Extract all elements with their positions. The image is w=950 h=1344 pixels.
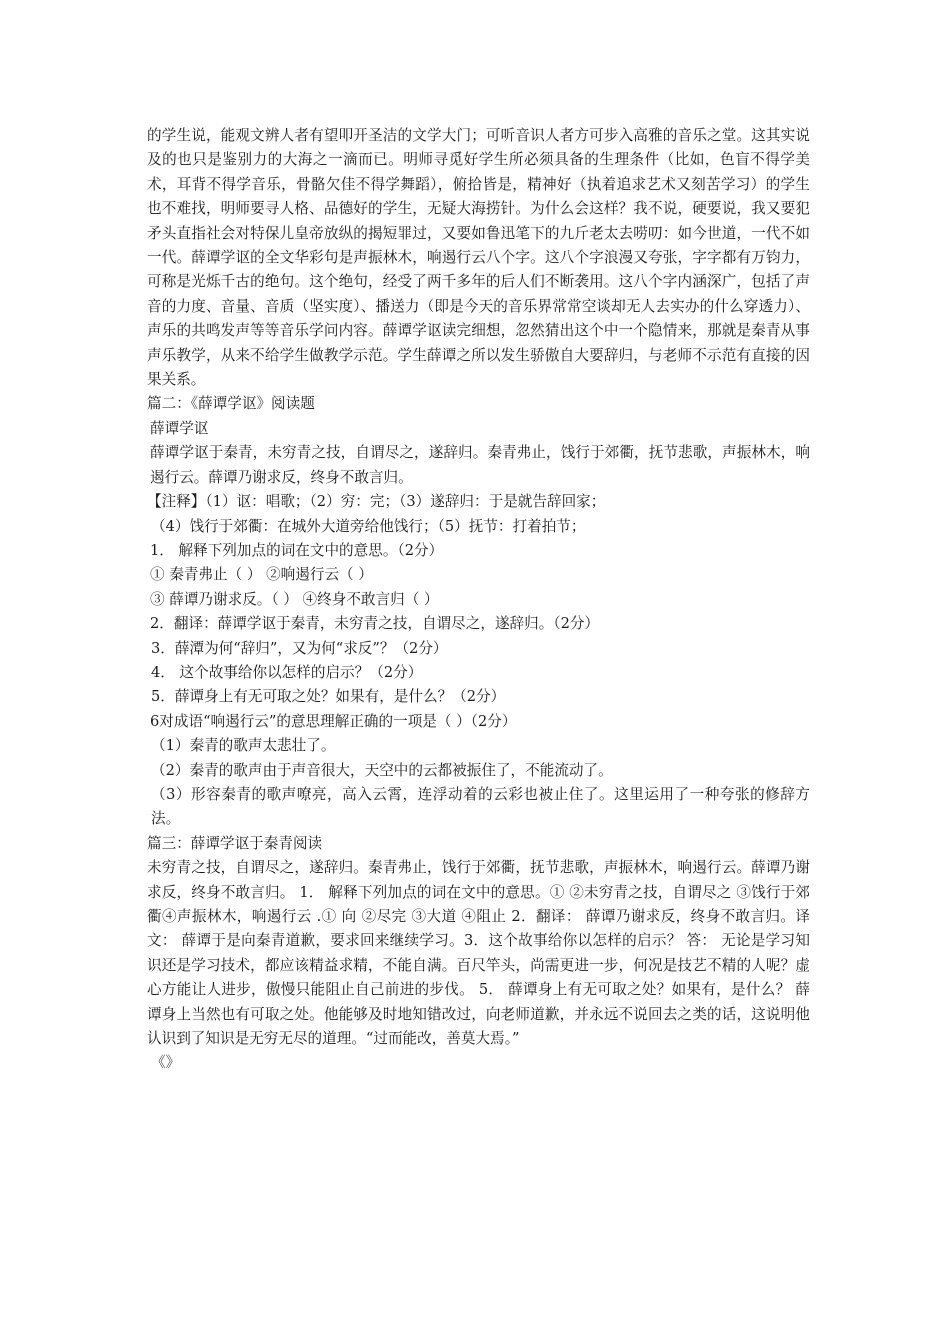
question-6: 6对成语“响遏行云”的意思理解正确的一项是（ ）（2分） bbox=[150, 712, 517, 730]
question-6-option-1: （1）秦青的歌声太悲壮了。 bbox=[151, 737, 336, 755]
question-1: 1． 解释下列加点的词在文中的意思。（2分） bbox=[150, 541, 444, 559]
intro-paragraph: 的学生说，能观文辨人者有望叩开圣洁的文学大门；可听音识人者方可步入高雅的音乐之堂。这其实说及的也只是鉴别力的大海之一滴而已。明师寻觅好学生所必须具备的生理条件（比如，色盲不得学美术，耳背不得学音乐，骨骼欠佳不得学舞蹈），俯拾皆是，精神好（执着追求艺术又刻苦学习）的学生也不难找，明师要寻人格、品德好的学生，无疑大海捞针。为什么会这样？我不说，硬要说，我又要犯矛头直指社会对特保儿皇帝放纵的揭短罪过，又要如鲁迅笔下的九斤老太去唠叨：如今世道，一代不如一代。薛谭学讴的全文华彩句是声振林木，响遏行云八个字。这八个字浪漫又夸张，字字都有万钧力，可称是光烁千古的绝句。这个绝句，经受了两千多年的后人们不断袭用。这八个字内涵深广，包括了声音的力度、音量、音质（坚实度）、播送力（即是今天的音乐界常常空谈却无人去实办的什么穿透力）、声乐的共鸣发声等等音乐学问内容。薛谭学讴读完细想，忽然猜出这个中一个隐情来，那就是秦青从事声乐教学，从来不给学生做教学示范。学生薛谭之所以发生骄傲自大要辞归，与老师不示范有直接的因果关系。 bbox=[147, 127, 810, 389]
document-body bbox=[147, 124, 810, 1076]
question-4: 4． 这个故事给你以怎样的启示？（2分） bbox=[151, 663, 423, 681]
trailing-mark: 《》 bbox=[151, 1054, 181, 1072]
question-1-items-b: ③ 薛谭乃谢求反。（ ） ④终身不敢言归（ ） bbox=[150, 590, 439, 608]
story-title: 薛谭学讴 bbox=[150, 419, 209, 437]
notes-line-2: （4）饯行于郊衢：在城外大道旁给他饯行；（5）抚节：打着拍节； bbox=[151, 517, 586, 535]
question-1-items-a: ① 秦青弗止（ ） ②响遏行云（ ） bbox=[150, 566, 373, 584]
story-text: 薛谭学讴于秦青，未穷青之技，自谓尽之，遂辞归。秦青弗止，饯行于郊衢，抚节悲歌，声振林木，响遏行云。薛谭乃谢求反，终身不敢言归。 bbox=[150, 444, 810, 486]
question-2: 2．翻译：薛谭学讴于秦青，未穷青之技，自谓尽之，遂辞归。（2分） bbox=[150, 615, 600, 633]
question-3: 3．薛潭为何“辞归”，又为何“求反”？（2分） bbox=[151, 639, 448, 657]
question-5: 5．薛谭身上有无可取之处？如果有，是什么？（2分） bbox=[151, 688, 506, 706]
section2-heading: 篇二：《薛谭学讴》阅读题 bbox=[147, 395, 315, 413]
question-6-option-3: （3）形容秦青的歌声嘹亮，高入云霄，连浮动着的云彩也被止住了。这里运用了一种夸张的修辞方法。 bbox=[151, 785, 810, 828]
section3-text: 未穷青之技，自谓尽之，遂辞归。秦青弗止，饯行于郊衢，抚节悲歌，声振林木，响遏行云。薛谭乃谢求反，终身不敢言归。 1． 解释下列加点的词在文中的意思。① ②未穷青之技，自谓尽之 ③饯行于郊衢④声振林木，响遏行云 .① 向 ②尽完 ③大道 ④阻止 2．翻译： 薛谭乃谢求反，终身不敢言归。译文： 薛谭于是向秦青道歉，要求回来继续学习。3．这个故事给你以怎样的启示？ 答： 无论是学习知识还是学习技术，都应该精益求精，不能自满。百尺竿头，尚需更进一步，何况是技艺不精的人呢？虚心方能让人进步，傲慢只能阻止自己前进的步伐。 5． 薛谭身上有无可取之处？如果有，是什么？ 薛谭身上当然也有可取之处。他能够及时地知错改过，向老师道歉，并永远不说回去之类的话，这说明他认识到了知识是无穷无尽的道理。“过而能改，善莫大焉。” bbox=[147, 859, 810, 1048]
section3-heading: 篇三：薛谭学讴于秦青阅读 bbox=[147, 834, 323, 852]
notes-line-1: 【注释】（1）讴：唱歌；（2）穷：完；（3）遂辞归：于是就告辞回家； bbox=[147, 493, 606, 511]
question-6-option-2: （2）秦青的歌声由于声音很大，天空中的云都被振住了，不能流动了。 bbox=[151, 761, 613, 779]
